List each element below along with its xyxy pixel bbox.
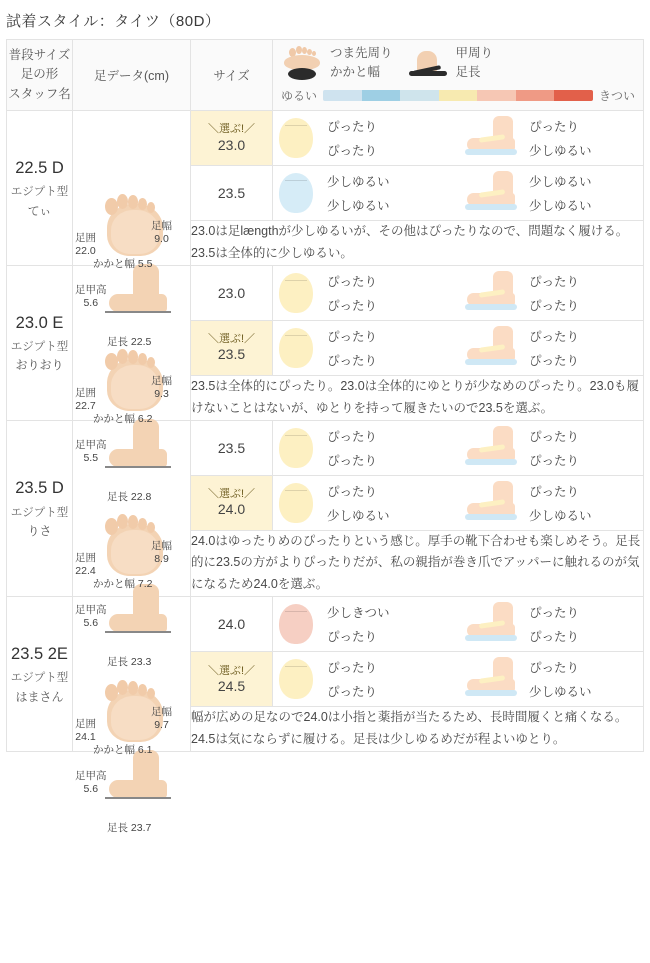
foot-circumference-label: 足囲 22.4 bbox=[75, 552, 96, 578]
toe-fit-text-1: ぴったり bbox=[327, 274, 378, 289]
staff-usual-size: 23.5 D bbox=[15, 479, 64, 498]
staff-comment: 23.0は足længthが少しゆるいが、その他はぴったりなので、問題なく履ける。23.5は全体的に少しゆるい。 bbox=[191, 221, 644, 266]
side-fit-text-2: 少しゆるい bbox=[529, 685, 592, 700]
side-fit-text-1: ぴったり bbox=[529, 329, 580, 344]
table-header-row bbox=[7, 40, 644, 111]
header-foot-data: 足データ(cm) bbox=[73, 40, 191, 111]
pick-badge: ＼選ぶ!／ bbox=[207, 123, 256, 136]
fit-cell bbox=[273, 265, 644, 320]
heel-width-label: かかと幅 6.1 bbox=[93, 744, 153, 756]
side-shape-icon bbox=[463, 657, 521, 701]
scale-segment bbox=[554, 90, 593, 101]
heel-width-label: かかと幅 7.2 bbox=[93, 578, 153, 591]
table-row bbox=[7, 111, 644, 166]
toe-shape-icon bbox=[273, 116, 319, 160]
side-fit-text-2: ぴったり bbox=[529, 453, 580, 468]
toe-fit-text-2: 少しゆるい bbox=[327, 508, 390, 523]
size-option-cell[interactable] bbox=[191, 475, 273, 530]
toe-shape-icon bbox=[273, 426, 319, 470]
legend-toe bbox=[281, 44, 393, 82]
side-fit-text-2: 少しゆるい bbox=[529, 199, 592, 213]
toe-fit-text-2: ぴったり bbox=[327, 353, 378, 368]
staff-usual-size: 23.5 2E bbox=[11, 645, 68, 664]
scale-segment bbox=[439, 90, 478, 101]
toe-shape-icon bbox=[273, 271, 319, 315]
foot-data-cell bbox=[73, 597, 191, 834]
staff-comment: 24.0はゆったりめのぴったりという感じ。厚手の靴下合わせも楽しめそう。足長的に23.5の方がよりぴったりだが、私の親指が巻き爪でアッパーに触れるのが気になるため24.0を選ぶ。 bbox=[191, 530, 644, 597]
scale-label-left: ゆるい bbox=[281, 89, 318, 103]
header-size: サイズ bbox=[191, 40, 273, 111]
foot-length-label: 足長 23.7 bbox=[107, 822, 152, 834]
staff-foot-type: エジプト型 bbox=[10, 341, 69, 354]
toe-fit-text-2: ぴったり bbox=[327, 630, 378, 645]
size-value: 23.0 bbox=[217, 284, 246, 301]
staff-name: りさ bbox=[27, 524, 52, 539]
foot-data-cell bbox=[73, 111, 191, 348]
foot-width-label: 足幅 9.3 bbox=[151, 374, 172, 400]
side-fit-text-1: ぴったり bbox=[529, 661, 580, 676]
toe-top-view-icon bbox=[281, 44, 323, 82]
table-row bbox=[7, 597, 644, 652]
header-staff-line-1: 普段サイズ bbox=[8, 47, 71, 62]
size-option-cell[interactable] bbox=[191, 166, 273, 221]
scale-segment bbox=[362, 90, 401, 101]
staff-comment: 幅が広めの足なので24.0は小指と薬指が当たるため、長時間履くと痛くなる。24.5は気にならずに履ける。足長は少しゆるめだが程よいゆとり。 bbox=[191, 707, 644, 752]
staff-name: おりおり bbox=[15, 358, 64, 373]
fit-cell bbox=[273, 475, 644, 530]
staff-cell bbox=[7, 265, 73, 420]
fit-cell bbox=[273, 597, 644, 652]
side-fit-text-2: 少しゆるい bbox=[529, 508, 592, 523]
staff-usual-size: 23.0 E bbox=[15, 313, 64, 332]
side-fit-text-1: ぴったり bbox=[529, 606, 580, 621]
side-shape-icon bbox=[463, 116, 521, 160]
toe-fit-group bbox=[273, 171, 453, 215]
size-value: 24.0 bbox=[217, 616, 246, 633]
toe-fit-text-1: 少しゆるい bbox=[327, 175, 390, 189]
foot-length-label: 足長 22.8 bbox=[107, 490, 152, 503]
toe-fit-group bbox=[273, 116, 453, 160]
foot-length-label: 足長 22.5 bbox=[107, 335, 152, 348]
foot-circumference-label: 足囲 24.1 bbox=[75, 718, 96, 744]
toe-fit-text-1: ぴったり bbox=[327, 484, 378, 499]
size-value: 23.5 bbox=[217, 185, 246, 201]
side-shape-icon bbox=[463, 271, 521, 315]
scale-bar bbox=[323, 90, 593, 101]
side-fit-group bbox=[463, 271, 643, 315]
page-title: 試着スタイル：タイツ（80D） bbox=[6, 13, 221, 30]
toe-fit-group bbox=[273, 271, 453, 315]
foot-circumference-label: 足囲 22.7 bbox=[75, 386, 96, 412]
staff-name: はまさん bbox=[15, 689, 64, 704]
side-fit-group bbox=[463, 481, 643, 525]
toe-fit-text-1: ぴったり bbox=[327, 329, 378, 344]
foot-data-cell bbox=[73, 420, 191, 669]
side-fit-text-1: ぴったり bbox=[529, 120, 580, 134]
instep-height-label: 足甲高 5.6 bbox=[75, 604, 107, 630]
staff-foot-type: エジプト型 bbox=[10, 672, 69, 685]
toe-shape-icon bbox=[273, 602, 319, 646]
instep-height-label: 足甲高 5.6 bbox=[75, 283, 107, 309]
toe-fit-group bbox=[273, 481, 453, 525]
side-fit-group bbox=[463, 657, 643, 701]
toe-fit-text-2: 少しゆるい bbox=[327, 199, 390, 213]
table-row bbox=[7, 420, 644, 475]
toe-shape-icon bbox=[273, 657, 319, 701]
heel-width-label: かかと幅 6.2 bbox=[93, 412, 153, 425]
side-fit-text-2: ぴったり bbox=[529, 353, 580, 368]
header-staff-line-2: 足の形 bbox=[20, 67, 59, 82]
side-fit-text-1: 少しゆるい bbox=[529, 175, 592, 189]
foot-side-view-icon bbox=[407, 44, 449, 82]
pick-badge: ＼選ぶ!／ bbox=[207, 487, 256, 500]
size-value: 23.0 bbox=[217, 136, 246, 153]
side-fit-text-2: ぴったり bbox=[529, 298, 580, 313]
size-value: 23.5 bbox=[217, 439, 246, 456]
fit-scale bbox=[281, 87, 635, 104]
legend-side bbox=[407, 44, 494, 82]
size-option-cell[interactable] bbox=[191, 420, 273, 475]
foot-width-label: 足幅 9.7 bbox=[151, 706, 172, 732]
table-row bbox=[7, 265, 644, 320]
toe-fit-text-2: ぴったり bbox=[327, 144, 378, 158]
staff-foot-type: エジプト型 bbox=[10, 186, 69, 199]
staff-foot-type: エジプト型 bbox=[10, 506, 69, 519]
size-value: 23.5 bbox=[217, 346, 246, 363]
side-fit-group bbox=[463, 602, 643, 646]
side-fit-text-1: ぴったり bbox=[529, 484, 580, 499]
side-fit-text-2: 少しゆるい bbox=[529, 144, 592, 158]
legend-toe-label-2: かかと幅 bbox=[330, 64, 381, 79]
size-option-cell[interactable] bbox=[191, 320, 273, 375]
scale-label-right: きつい bbox=[598, 89, 635, 103]
instep-height-label: 足甲高 5.6 bbox=[75, 770, 107, 796]
toe-fit-group bbox=[273, 426, 453, 470]
toe-fit-group bbox=[273, 326, 453, 370]
staff-name: てぃ bbox=[27, 203, 52, 218]
staff-comment: 23.5は全体的にぴったり。23.0は全体的にゆとりが少なめのぴったり。23.0も履けないことはないが、ゆとりを持って履きたいので23.5を選ぶ。 bbox=[191, 375, 644, 420]
toe-shape-icon bbox=[273, 481, 319, 525]
side-shape-icon bbox=[463, 326, 521, 370]
legend-side-label-1: 甲周り bbox=[455, 45, 494, 60]
scale-segment bbox=[516, 90, 555, 101]
scale-segment bbox=[323, 90, 362, 101]
side-shape-icon bbox=[463, 602, 521, 646]
toe-fit-group bbox=[273, 657, 453, 701]
fit-cell bbox=[273, 652, 644, 707]
staff-cell bbox=[7, 111, 73, 266]
foot-circumference-label: 足囲 22.0 bbox=[75, 231, 96, 257]
foot-side-view bbox=[103, 750, 179, 816]
toe-fit-text-2: ぴったり bbox=[327, 453, 378, 468]
header-staff bbox=[7, 40, 73, 111]
size-value: 24.0 bbox=[217, 501, 246, 518]
toe-fit-text-1: ぴったり bbox=[327, 429, 378, 444]
toe-shape-icon bbox=[273, 171, 319, 215]
size-value: 24.5 bbox=[217, 677, 246, 694]
header-legend bbox=[273, 40, 644, 111]
header-staff-line-3: スタッフ名 bbox=[8, 86, 71, 101]
fit-cell bbox=[273, 166, 644, 221]
legend-toe-label-1: つま先周り bbox=[330, 45, 393, 60]
staff-cell bbox=[7, 597, 73, 752]
side-fit-group bbox=[463, 171, 643, 215]
side-fit-text-1: ぴったり bbox=[529, 429, 580, 444]
staff-usual-size: 22.5 D bbox=[15, 158, 64, 177]
toe-fit-text-1: ぴったり bbox=[327, 661, 378, 676]
pick-badge: ＼選ぶ!／ bbox=[207, 333, 256, 346]
foot-length-label: 足長 23.3 bbox=[107, 656, 152, 669]
staff-cell bbox=[7, 420, 73, 597]
foot-width-label: 足幅 9.0 bbox=[151, 219, 172, 245]
fitting-table bbox=[6, 39, 644, 834]
foot-data-cell bbox=[73, 265, 191, 503]
fit-cell bbox=[273, 111, 644, 166]
size-option-cell[interactable] bbox=[191, 111, 273, 166]
toe-fit-text-2: ぴったり bbox=[327, 685, 378, 700]
scale-segment bbox=[477, 90, 516, 101]
fit-cell bbox=[273, 420, 644, 475]
heel-width-label: かかと幅 5.5 bbox=[93, 257, 153, 270]
side-shape-icon bbox=[463, 426, 521, 470]
size-option-cell[interactable] bbox=[191, 652, 273, 707]
toe-shape-icon bbox=[273, 326, 319, 370]
side-fit-group bbox=[463, 426, 643, 470]
legend-side-label-2: 足長 bbox=[455, 64, 481, 79]
size-option-cell[interactable] bbox=[191, 265, 273, 320]
side-shape-icon bbox=[463, 481, 521, 525]
foot-width-label: 足幅 8.9 bbox=[151, 540, 172, 566]
instep-height-label: 足甲高 5.5 bbox=[75, 438, 107, 464]
fit-cell bbox=[273, 320, 644, 375]
side-fit-text-1: ぴったり bbox=[529, 274, 580, 289]
side-shape-icon bbox=[463, 171, 521, 215]
toe-fit-group bbox=[273, 602, 453, 646]
pick-badge: ＼選ぶ!／ bbox=[207, 664, 256, 677]
toe-fit-text-1: ぴったり bbox=[327, 120, 378, 134]
table-body bbox=[7, 111, 644, 834]
toe-fit-text-1: 少しきつい bbox=[327, 606, 390, 621]
side-fit-group bbox=[463, 116, 643, 160]
side-fit-group bbox=[463, 326, 643, 370]
toe-fit-text-2: ぴったり bbox=[327, 298, 378, 313]
side-fit-text-2: ぴったり bbox=[529, 630, 580, 645]
scale-segment bbox=[400, 90, 439, 101]
size-option-cell[interactable] bbox=[191, 597, 273, 652]
